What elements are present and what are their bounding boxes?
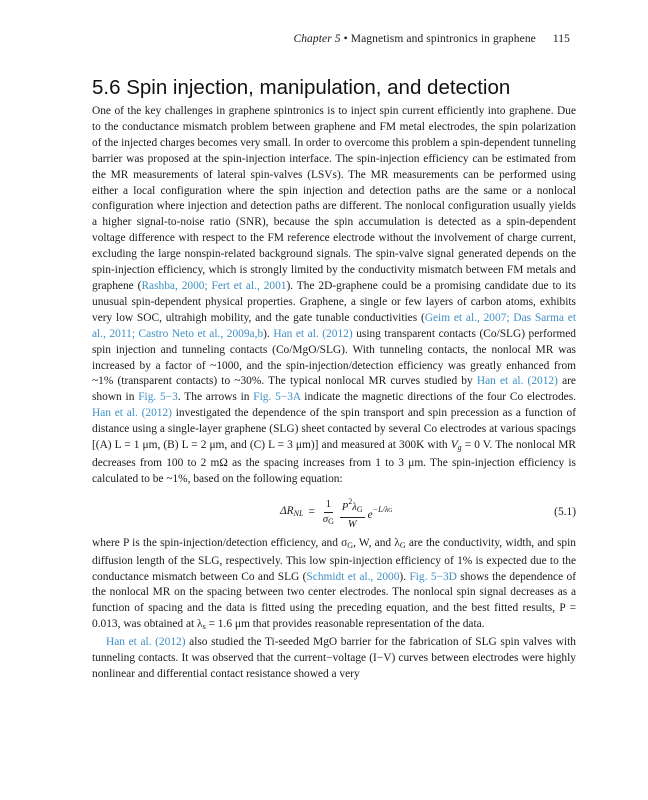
running-head <box>293 33 570 45</box>
body-text <box>92 104 576 683</box>
figure-link[interactable]: Fig. 5−3A <box>253 391 301 404</box>
eq-equals: = <box>308 506 315 519</box>
text-run: . The arrows in <box>177 391 254 404</box>
paragraph-1 <box>92 104 576 488</box>
eq-fraction-1: $\frac{1}{\sigma_G}$ <box>322 498 334 526</box>
bullet-separator: • <box>343 33 348 45</box>
figure-link[interactable]: Fig. 5−3D <box>409 570 457 583</box>
text-run: ). The 2D-graphene could be a promising candidate due to its unusual spin-dependent physical properties. Graphene, a single or few layers of carbon atoms, exhibits very low SOC, ultrahigh mobility, and the gate tunable conductivities ( <box>92 279 576 324</box>
eq-lhs: $\Delta R_{NL}$ <box>280 505 304 519</box>
text-run: using transparent contacts (Co/SLG) performed spin injection and tunneling contacts (Co/MgO/SLG). With tunneling contacts, the nonlocal MR was increased by a factor of ~1000, and the spin-injection/detection efficiency was greatly enhanced from ~1% (transparent contacts) to ~30%. The typical nonlocal MR curves studied by <box>92 327 576 388</box>
text-run: are shown in <box>92 375 576 404</box>
citation-link[interactable]: Han et al. (2012) <box>106 636 186 649</box>
subscript: G <box>399 540 406 550</box>
symbol-vg: $V_g$ <box>450 439 462 453</box>
subscript: G <box>347 540 354 550</box>
citation-link[interactable]: Rashba, 2000; Fert et al., 2001 <box>141 279 287 292</box>
equation-5-1 <box>92 492 576 532</box>
paragraph-2 <box>92 536 576 635</box>
citation-link[interactable]: Geim et al., 2007; Das Sarma et al., 2011; Castro Neto et al., 2009a,b <box>92 311 576 340</box>
text-run: are the conductivity, width, and spin diffusion length of the SLG, respectively. This low spin-injection efficiency of 1% is expected due to the conductance mismatch between Co and SLG ( <box>92 536 576 583</box>
chapter-label: Chapter 5 <box>293 33 341 45</box>
page-number: 115 <box>552 33 570 45</box>
text-run: ). <box>399 570 410 583</box>
text-run: ). <box>263 327 274 340</box>
text-run: indicate the magnetic directions of the four Co electrodes. <box>300 391 576 404</box>
text-run: One of the key challenges in graphene spintronics is to inject spin current efficiently into graphene. Due to the conductance mismatch problem between graphene and FM metal electrodes, the spin polarization of the injected charges becomes very small. In order to overcome this problem a spin-dependent tunneling barrier was proposed at the spin-injection interface. The spin-injection efficiency can be estimated from the MR measurements of lateral spin-valves (LSVs). The MR measurements can be performed using either a local configuration where the spin injection and detection paths are the same or a nonlocal configuration where injection and detection paths are different. The nonlocal configuration usually yields a higher signal-to-noise ratio (SNR), because the spin accumulation is detected as a spin-dependent voltage difference with respect to the FM reference electrode without the involvement of charge current, excluding the large nonspin-related background signals. The spin-valve signal generated depends on the spin-injection efficiency, which is strongly limited by the conductivity mismatch between FM metals and graphene ( <box>92 105 576 292</box>
text-run: = 0 V. The nonlocal MR decreases from 100 to 2 mΩ as the spacing increases from 1 to 3 μm. The spin-injection efficiency is calculated to be ~1%, based on the following equation: <box>92 439 576 485</box>
citation-link[interactable]: Han et al. (2012) <box>273 327 353 340</box>
eq-fraction-2: $\frac{P^2\lambda_G}{W}$ <box>341 496 363 530</box>
text-run: investigated the dependence of the spin transport and spin precession as a function of distance using a single-layer graphene (SLG) sheet contacted by several Co electrodes at various spacings [(A) L = 1 μm, (B) L = 2 μm, and (C) L = 3 μm)] and measured at 300K with <box>92 407 576 452</box>
text-run: also studied the Ti-seeded MgO barrier for the fabrication of SLG spin valves with tunneling contacts. It was observed that the current−voltage (I−V) curves between electrodes were highly nonlinear and differential contact resistance showed a very <box>92 636 576 680</box>
text-run: , W, and λ <box>353 536 400 549</box>
section-title: 5.6 Spin injection, manipulation, and detection <box>92 76 511 99</box>
text-run: = 1.6 μm that provides reasonable representation of the data. <box>205 618 485 631</box>
equation-body <box>280 496 393 531</box>
figure-link[interactable]: Fig. 5−3 <box>138 391 178 404</box>
subscript: s <box>202 622 206 632</box>
text-run: shows the dependence of the nonlocal MR on the spacing between two center electrodes. The nonlocal spin signal decreases as a function of spacing and the data is fitted using the preceding equation, and the best fitted results, P = 0.013, was obtained at λ <box>92 570 576 631</box>
equation-number: (5.1) <box>554 505 576 518</box>
citation-link[interactable]: Schmidt et al., 2000 <box>306 570 400 583</box>
paragraph-3 <box>92 635 576 683</box>
text-run: where P is the spin-injection/detection efficiency, and σ <box>92 536 348 549</box>
citation-link[interactable]: Han et al. (2012) <box>476 375 558 388</box>
chapter-title: Magnetism and spintronics in graphene <box>350 33 536 45</box>
citation-link[interactable]: Han et al. (2012) <box>92 407 172 420</box>
eq-exponential: $e^{-L/\lambda G}$ <box>367 505 393 522</box>
